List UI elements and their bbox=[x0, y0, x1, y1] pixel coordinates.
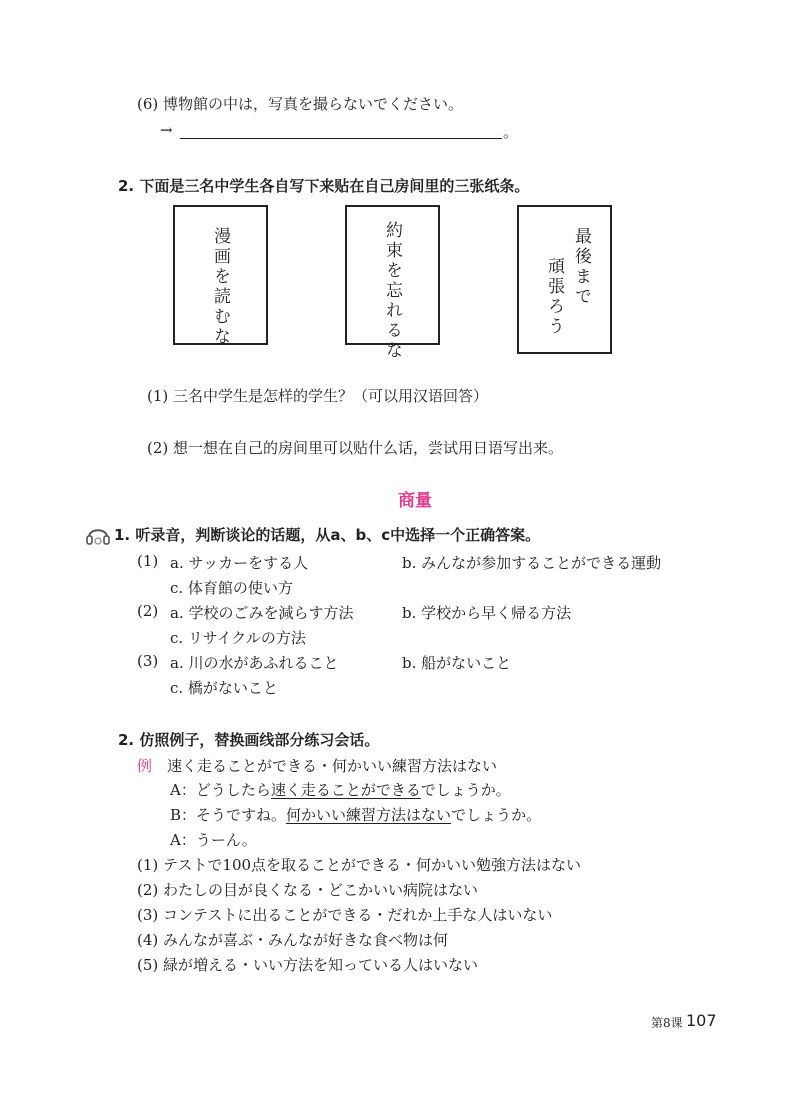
option-a[interactable]: a. 学校のごみを減らす方法 bbox=[170, 604, 354, 622]
speaker-b: B： bbox=[170, 806, 197, 824]
option-c[interactable]: c. 橋がないこと bbox=[170, 679, 278, 697]
listening-item-number: (2) bbox=[137, 602, 159, 620]
note-text: 約束を忘れるな bbox=[382, 221, 402, 361]
dialogue-item-5: (5) 緑が増える・いい方法を知っている人はいない bbox=[137, 956, 479, 974]
line-text: どうしたら bbox=[195, 781, 271, 799]
speaker-a: A： bbox=[170, 831, 196, 849]
answer-arrow: → bbox=[160, 121, 173, 139]
option-c[interactable]: c. リサイクルの方法 bbox=[170, 629, 306, 647]
listening-item-number: (1) bbox=[137, 552, 159, 570]
task-2-question-2: (2) 想一想在自己的房间里可以贴什么话，尝试用日语写出来。 bbox=[147, 439, 564, 457]
note-card-1 bbox=[173, 205, 268, 345]
dialogue-line-a2 bbox=[170, 829, 257, 850]
dialogue-item-3: (3) コンテストに出ることができる・だれか上手な人はいない bbox=[137, 906, 553, 924]
task-2-question-1: (1) 三名中学生是怎样的学生？（可以用汉语回答） bbox=[147, 387, 489, 405]
listening-heading: 1. 听录音，判断谈论的话题，从a、b、c中选择一个正确答案。 bbox=[114, 526, 541, 544]
note-card-3 bbox=[517, 205, 612, 354]
line-text: でしょうか。 bbox=[420, 781, 511, 799]
option-b[interactable]: b. みんなが参加することができる運動 bbox=[402, 554, 662, 572]
note-card-2 bbox=[345, 205, 440, 361]
dialogue-heading: 2. 仿照例子，替换画线部分练习会话。 bbox=[118, 731, 380, 749]
dialogue-line-b bbox=[170, 804, 541, 825]
note-text-line-1: 最後まで bbox=[571, 227, 591, 307]
answer-blank-line[interactable] bbox=[180, 138, 502, 139]
answer-period: 。 bbox=[503, 123, 519, 141]
exercise-6-sentence: (6) 博物館の中は，写真を撮らないでください。 bbox=[137, 95, 464, 113]
option-b[interactable]: b. 船がないこと bbox=[402, 654, 512, 672]
dialogue-item-2: (2) わたしの目が良くなる・どこかいい病院はない bbox=[137, 881, 479, 899]
page-number: 107 bbox=[686, 1011, 717, 1030]
note-text: 漫画を読むな bbox=[210, 227, 230, 347]
task-2-heading: 2. 下面是三名中学生各自写下来贴在自己房间里的三张纸条。 bbox=[118, 177, 530, 195]
underlined-phrase: 速く走ることができる bbox=[270, 781, 421, 799]
underlined-phrase: 何かいい練習方法はない bbox=[286, 806, 452, 824]
dialogue-item-1: (1) テストで100点を取ることができる・何かいい勉強方法はない bbox=[137, 856, 582, 874]
option-b[interactable]: b. 学校から早く帰る方法 bbox=[402, 604, 572, 622]
speaker-a: A： bbox=[170, 781, 196, 799]
line-text: そうですね。 bbox=[196, 806, 287, 824]
option-a[interactable]: a. サッカーをする人 bbox=[170, 554, 309, 572]
line-text: でしょうか。 bbox=[451, 806, 542, 824]
listening-item-number: (3) bbox=[137, 652, 159, 670]
option-c[interactable]: c. 体育館の使い方 bbox=[170, 579, 293, 597]
example-prompt: 速く走ることができる・何かいい練習方法はない bbox=[167, 757, 498, 775]
example-mark: 例 bbox=[137, 757, 153, 775]
section-title: 商量 bbox=[398, 491, 432, 511]
lesson-label: 第8课 bbox=[651, 1016, 683, 1030]
option-a[interactable]: a. 川の水があふれること bbox=[170, 654, 339, 672]
note-text-line-2: 頑張ろう bbox=[544, 257, 564, 337]
dialogue-item-4: (4) みんなが喜ぶ・みんなが好きな食べ物は何 bbox=[137, 931, 449, 949]
line-text: うーん。 bbox=[195, 831, 257, 849]
headphones-icon[interactable] bbox=[84, 521, 112, 549]
dialogue-line-a1 bbox=[170, 779, 511, 800]
